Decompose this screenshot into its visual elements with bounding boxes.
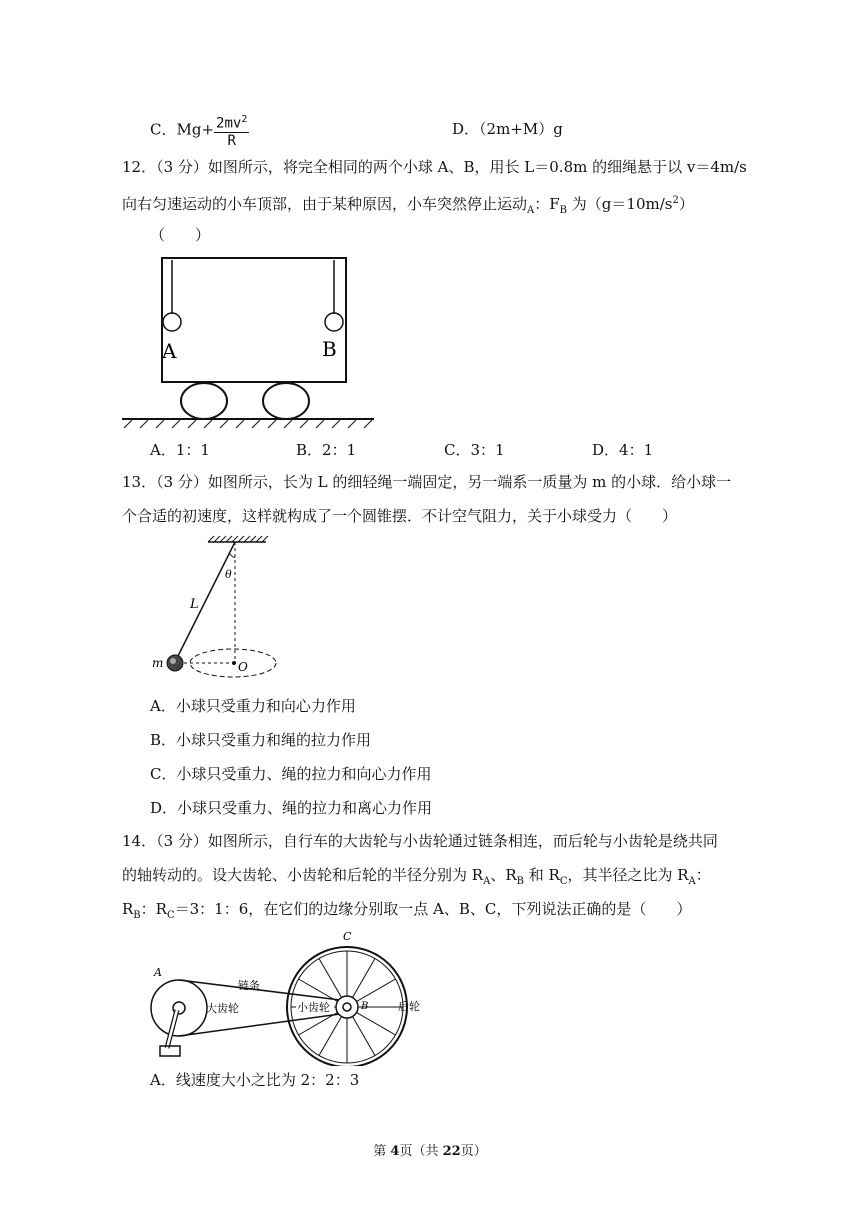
q14-fig-label-big-gear: 大齿轮 <box>206 1002 239 1015</box>
q13-fig-theta: θ <box>225 568 232 581</box>
q13-fig-label-o: O <box>238 660 248 674</box>
q12-option-c: C．3：1 <box>444 441 505 459</box>
q14-stem-line2: 的轴转动的。设大齿轮、小齿轮和后轮的半径分别为 $R_A$、$R_B$ 和 $R_C$，其半径之比为 $R_A$： <box>122 866 711 887</box>
page-footer: 第 4页（共 22页） <box>373 1144 487 1159</box>
q11-option-d: D．（2m+M）g <box>452 120 563 138</box>
q14-fig-label-c: C <box>343 930 352 943</box>
q12-option-b: B．2：1 <box>296 441 357 459</box>
q12-stem-line3: （ ） <box>150 226 211 244</box>
q14-stem-line1: 14．（3 分）如图所示，自行车的大齿轮与小齿轮通过链条相连，而后轮与小齿轮是绕共同 <box>122 832 718 850</box>
page-number: 4 <box>390 1144 400 1159</box>
q12-stem-line1: 12．（3 分）如图所示，将完全相同的两个小球 A、B，用长 L＝0.8m 的细绳悬于以 v＝4m/s <box>122 158 747 176</box>
q12-stem-line2: 向右匀速运动的小车顶部，由于某种原因，小车突然停止运动$_A$：$F_B$ 为$(g=10m/s^2)$ <box>122 195 694 216</box>
page-total: 22 <box>442 1144 461 1159</box>
q14-fig-label-a: A <box>154 966 162 979</box>
q12-cart-figure <box>118 252 378 430</box>
q13-fig-label-m: m <box>152 656 164 670</box>
q14-fig-label-b: B <box>361 1001 369 1012</box>
q12-fig-label-b: B <box>322 337 337 361</box>
q14-option-a: A．线速度大小之比为 2：2：3 <box>150 1071 360 1089</box>
q13-option-b: B．小球只受重力和绳的拉力作用 <box>150 731 372 749</box>
q12-option-d: D．4：1 <box>592 441 654 459</box>
q11-option-c: C．Mg+ $\frac{2mv^2}{R}$ <box>150 114 248 149</box>
q12-option-a: A．1：1 <box>150 441 210 459</box>
q13-fig-label-l: L <box>190 597 199 612</box>
q14-fig-label-chain: 链条 <box>238 979 260 992</box>
q13-option-d: D．小球只受重力、绳的拉力和离心力作用 <box>150 799 433 817</box>
q14-stem-line3: $R_B$：$R_C=3$：1：6，在它们的边缘分别取一点 A、B、C，下列说法正确的是（ ） <box>122 900 692 921</box>
q13-stem-line2: 个合适的初速度，这样就构成了一个圆锥摆．不计空气阻力，关于小球受力（ ） <box>122 507 678 525</box>
q14-bicycle-figure <box>150 926 440 1066</box>
q13-stem-line1: 13．（3 分）如图所示，长为 L 的细轻绳一端固定，另一端系一质量为 m 的小球．给小球一 <box>122 473 732 491</box>
q12-fig-label-a: A <box>162 339 177 363</box>
q13-pendulum-figure <box>148 534 278 684</box>
q14-fig-label-rear-wheel: 后轮 <box>398 1000 420 1013</box>
q14-fig-label-small-gear: 小齿轮 <box>297 1001 330 1014</box>
q13-option-c: C．小球只受重力、绳的拉力和向心力作用 <box>150 765 432 783</box>
q13-option-a: A．小球只受重力和向心力作用 <box>150 697 356 715</box>
